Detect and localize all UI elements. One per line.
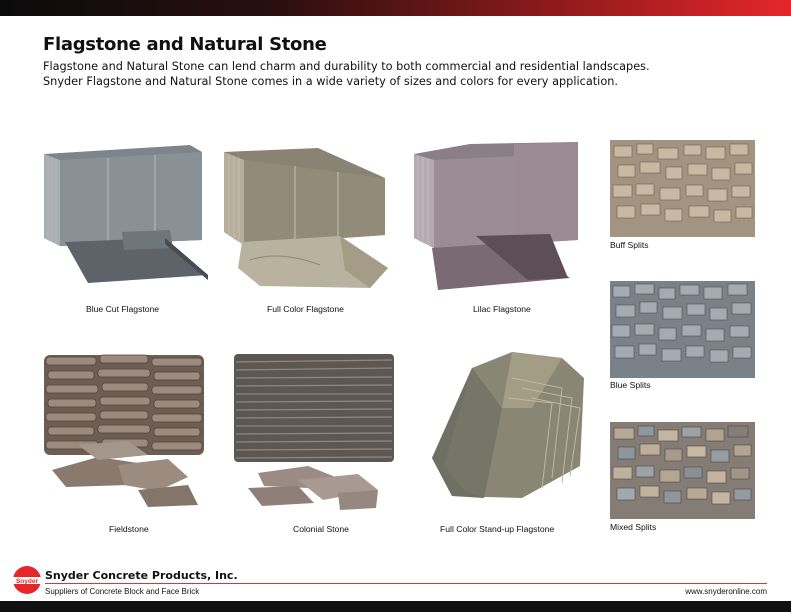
caption-mixed-splits: Mixed Splits [610,522,657,532]
blue-splits-image [610,281,755,378]
intro-line-2: Snyder Flagstone and Natural Stone comes in a wide variety of sizes and colors for every application. [43,75,618,88]
intro-line-1: Flagstone and Natural Stone can lend charm and durability to both commercial and residential landscapes. [43,60,650,73]
fieldstone-image [38,345,213,515]
buff-splits-image [610,140,755,237]
caption-buff-splits: Buff Splits [610,240,649,250]
mixed-splits-image [610,422,755,519]
website-url[interactable]: www.snyderonline.com [685,587,767,596]
caption-fieldstone: Fieldstone [109,524,149,534]
full-color-stand-up-flagstone-image [412,348,592,508]
company-tagline: Suppliers of Concrete Block and Face Brick [45,587,200,596]
lilac-flagstone-image [410,140,585,295]
page-title: Flagstone and Natural Stone [43,34,327,55]
caption-blue-cut-flagstone: Blue Cut Flagstone [86,304,160,314]
intro-text [43,59,650,89]
caption-colonial-stone: Colonial Stone [293,524,349,534]
bottom-bar [0,601,791,612]
colonial-stone-image [228,348,403,513]
caption-blue-splits: Blue Splits [610,380,651,390]
top-gradient-bar [0,0,791,16]
caption-full-color-stand-up-flagstone: Full Color Stand-up Flagstone [440,524,555,534]
footer-divider [45,583,767,584]
caption-lilac-flagstone: Lilac Flagstone [473,304,531,314]
caption-full-color-flagstone: Full Color Flagstone [267,304,344,314]
full-color-flagstone-image [220,140,395,295]
company-name: Snyder Concrete Products, Inc. [45,569,238,582]
logo-text: Snyder [15,578,39,585]
blue-cut-flagstone-image [40,140,215,295]
snyder-logo [12,565,42,595]
